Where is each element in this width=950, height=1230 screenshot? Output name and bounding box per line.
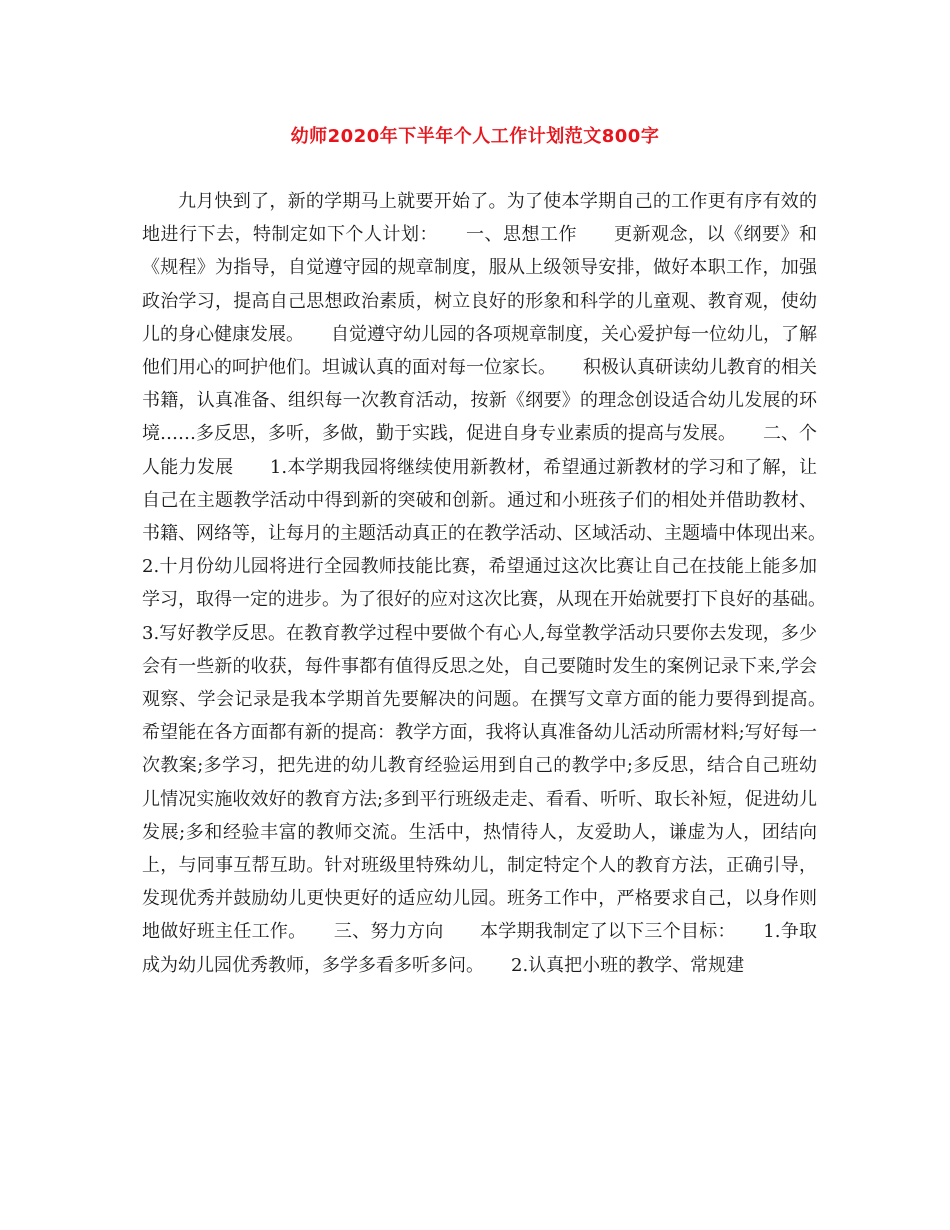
document-title: 幼师2020年下半年个人工作计划范文800字 [290,126,660,147]
document-body: 九月快到了，新的学期马上就要开始了。为了使本学期自己的工作更有序有效的地进行下去，特制定如下个人计划： 一、思想工作 更新观念，以《纲要》和《规程》为指导，自觉遵守园的规章制度，服从上级领导安排，做好本职工作，加强政治学习，提高自己思想政治素质，树立良好的形象和科学的儿童观、教育观，使幼儿的身心健康发展。 自觉遵守幼儿园的各项规章制度，关心爱护每一位幼儿，了解他们用心的呵护他们。坦诚认真的面对每一位家长。 积极认真研读幼儿教育的相关书籍，认真准备、组织每一次教育活动，按新《纲要》的理念创设适合幼儿发展的环境……多反思，多听，多做，勤于实践，促进自身专业素质的提高与发展。 二、个人能力发展 1.本学期我园将继续使用新教材，希望通过新教材的学习和了解，让自己在主题教学活动中得到新的突破和创新。通过和小班孩子们的相处并借助教材、书籍、网络等，让每月的主题活动真正的在教学活动、区域活动、主题墙中体现出来。 2.十月份幼儿园将进行全园教师技能比赛，希望通过这次比赛让自己在技能上能多加学习，取得一定的进步。为了很好的应对这次比赛，从现在开始就要打下良好的基础。 3.写好教学反思。在教育教学过程中要做个有心人,每堂教学活动只要你去发现，多少会有一些新的收获，每件事都有值得反思之处，自己要随时发生的案例记录下来,学会观察、学会记录是我本学期首先要解决的问题。在撰写文章方面的能力要得到提高。 希望能在各方面都有新的提高：教学方面，我将认真准备幼儿活动所需材料;写好每一次教案;多学习，把先进的幼儿教育经验运用到自己的教学中;多反思，结合自己班幼儿情况实施收效好的教育方法;多到平行班级走走、看看、听听、取长补短，促进幼儿发展;多和经验丰富的教师交流。生活中，热情待人，友爱助人，谦虚为人，团结向上，与同事互帮互助。针对班级里特殊幼儿，制定特定个人的教育方法，正确引导，发现优秀并鼓励幼儿更快更好的适应幼儿园。班务工作中，严格要求自己，以身作则地做好班主任工作。 三、努力方向 本学期我制定了以下三个目标： 1.争取成为幼儿园优秀教师，多学多看多听多问。 2.认真把小班的教学、常规建 [142,191,853,976]
